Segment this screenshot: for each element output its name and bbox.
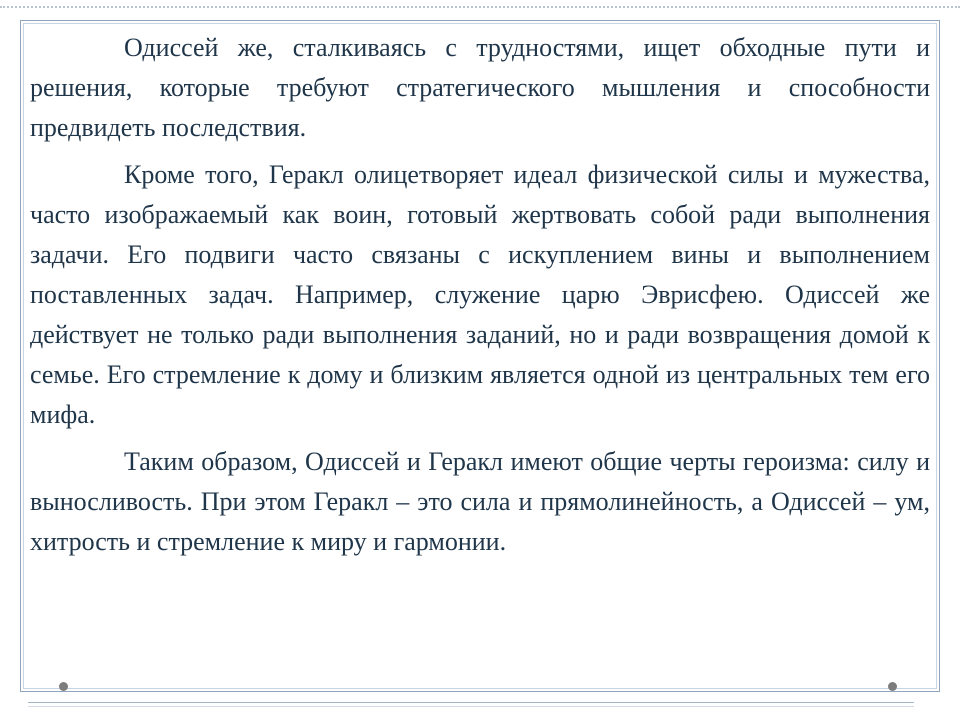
paragraph-1: Одиссей же, сталкиваясь с трудностями, ищет обходные пути и решения, которые требуют стратегического мышления и способности предвидеть последствия. [30,33,930,142]
text-body [30,28,930,569]
bottom-rule-secondary [28,706,914,707]
top-dotted-border [0,6,960,8]
paragraph-3: Таким образом, Одиссей и Геракл имеют общие черты героизма: силу и выносливость. При этом Геракл – это сила и прямолинейность, а Одиссей – ум, хитрость и стремление к миру и гармонии. [30,447,930,556]
bullet-dot-left [59,682,68,691]
bullet-dot-right [888,682,897,691]
paragraph-2: Кроме того, Геракл олицетворяет идеал физической силы и мужества, часто изображаемый как воин, готовый жертвовать собой ради выполнения задачи. Его подвиги часто связаны с искуплением вины и выполнением поставленных задач. Например, служение царю Эврисфею. Одиссей же действует не только ради выполнения заданий, но и ради возвращения домой к семье. Его стремление к дому и близким является одной из центральных тем его мифа. [30,160,930,429]
bottom-rule [28,702,914,703]
